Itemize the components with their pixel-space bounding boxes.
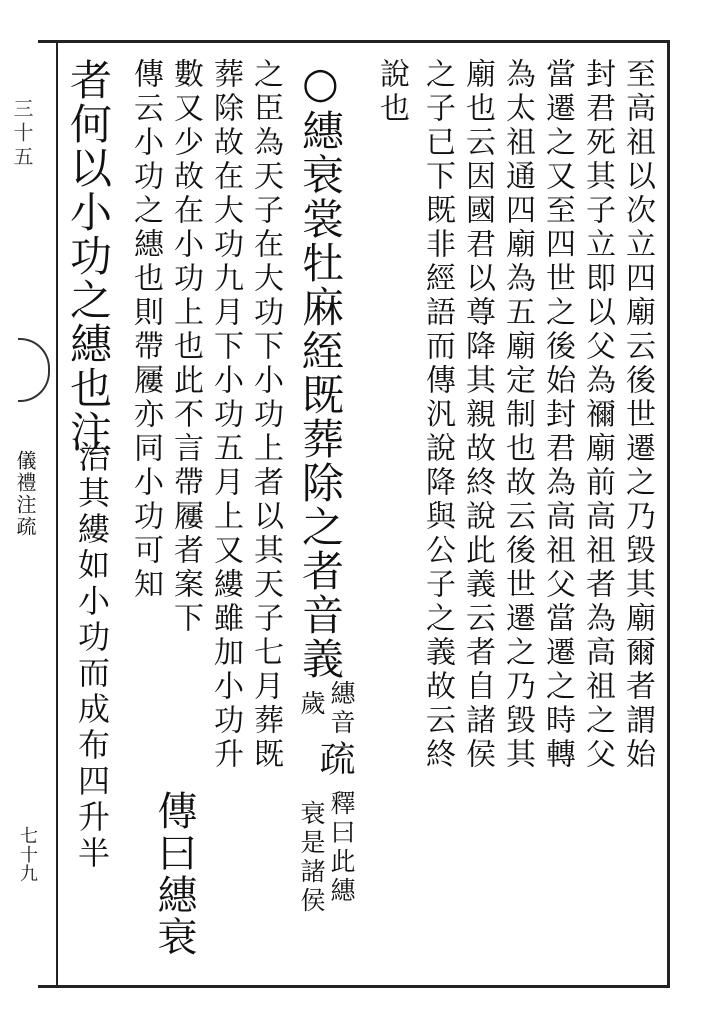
text-column-10: 葬除故在大功九月下小功五月上又縷雖加小功升 bbox=[208, 58, 243, 772]
page-number: 七十九 bbox=[17, 826, 38, 883]
annotation-sound: 歲 bbox=[297, 690, 326, 719]
annotation-pronounce: 繐音 bbox=[327, 680, 356, 738]
commentary-line-2: 衰是諸侯 bbox=[297, 800, 326, 916]
text-column-7: 說也 bbox=[374, 58, 409, 126]
book-margin bbox=[0, 40, 58, 988]
commentary-marker: 疏 bbox=[314, 740, 355, 778]
heading-column: ○繐衰裳牡麻絰既葬除之者音義 bbox=[296, 58, 345, 681]
text-column-13: 治其縷如小功而成布四升半 bbox=[73, 440, 111, 872]
transmission-heading: 傳曰繐衰 bbox=[151, 790, 197, 958]
commentary-line-1: 釋曰此繐 bbox=[327, 790, 356, 906]
text-column-4: 為太祖通四廟為五廟定制也故云後世遷之乃毀其 bbox=[500, 58, 535, 772]
text-column-6: 之子已下既非經語而傳汎說降與公子之義故云終 bbox=[420, 58, 455, 772]
margin-top-text: 三十五 bbox=[10, 98, 34, 170]
text-column-9: 之臣為天子在大功下小功上者以其天子七月葬既 bbox=[248, 58, 283, 772]
heading-column-2: 者何以小功之繐也注 bbox=[64, 58, 113, 454]
text-column-11: 數又少故在小功上也此不言帶屨者案下 bbox=[168, 58, 203, 636]
text-column-1: 至高祖以次立四廟云後世遷之乃毀其廟爾者謂始 bbox=[620, 58, 655, 772]
text-column-5: 廟也云因國君以尊降其親故終說此義云者自諸侯 bbox=[460, 58, 495, 772]
text-column-2: 封君死其子立即以父為禰廟前高祖者為高祖之父 bbox=[580, 58, 615, 772]
text-column-12: 傳云小功之繐也則帶屨亦同小功可知 bbox=[128, 58, 163, 602]
text-column-3: 當遷之又至四世之後始封君為高祖父當遷之時轉 bbox=[540, 58, 575, 772]
fish-tail-mark bbox=[18, 338, 50, 402]
book-title: 儀禮注疏 bbox=[13, 450, 37, 538]
